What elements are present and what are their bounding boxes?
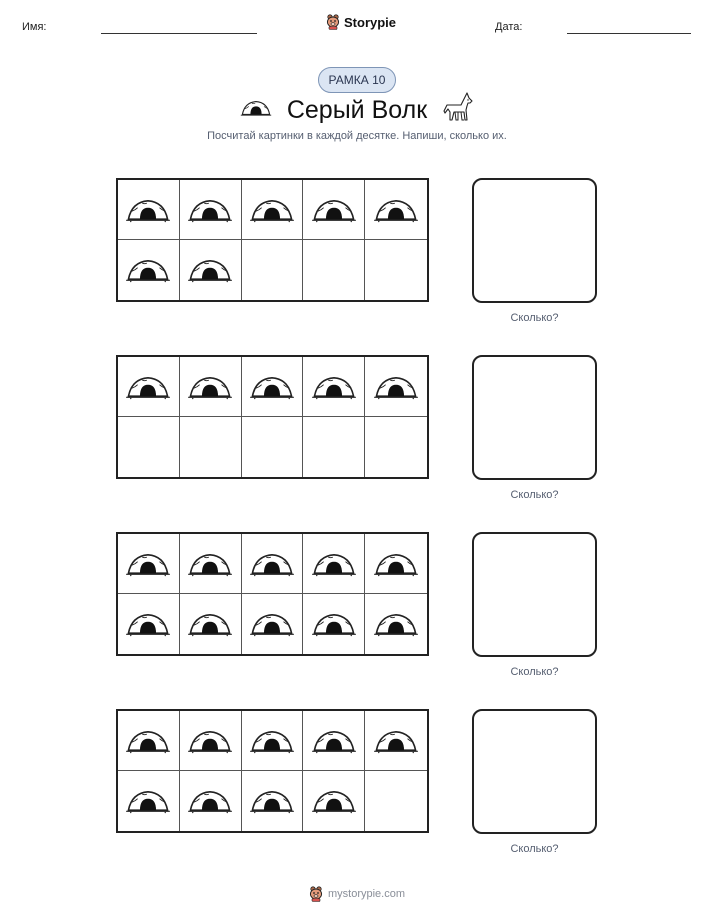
cave-icon [311, 374, 357, 400]
cave-icon [311, 611, 357, 637]
ten-frame [116, 532, 429, 656]
cave-icon [249, 611, 295, 637]
frame-cell [118, 711, 180, 771]
frame-cell [242, 357, 304, 417]
frame-cell [118, 417, 180, 477]
frame-cell [303, 180, 365, 240]
cave-icon [249, 728, 295, 754]
frame-cell [242, 534, 304, 594]
title-row [0, 95, 714, 125]
frame-cell [180, 594, 242, 654]
cave-icon [249, 374, 295, 400]
name-line[interactable] [101, 33, 257, 34]
ten-frame [116, 355, 429, 479]
brand-logo [326, 14, 396, 30]
cave-icon [125, 551, 171, 577]
frame-cell [242, 240, 304, 300]
cave-icon [373, 611, 419, 637]
footer-url: mystorypie.com [327, 888, 406, 900]
date-label: Дата: [495, 21, 523, 33]
answer-label: Сколько? [510, 843, 559, 855]
answer-label: Сколько? [510, 489, 559, 501]
cave-icon [311, 551, 357, 577]
instructions: Посчитай картинки в каждой десятке. Напиши, сколько их. [207, 130, 507, 142]
frame-cell [242, 180, 304, 240]
frame-type-badge: РАМКА 10 [318, 67, 396, 93]
frame-cell [365, 594, 427, 654]
frame-cell [242, 711, 304, 771]
cave-icon [187, 611, 233, 637]
cave-icon [249, 551, 295, 577]
frame-cell [365, 771, 427, 831]
cave-icon [187, 374, 233, 400]
frame-cell [118, 180, 180, 240]
cave-icon [187, 788, 233, 814]
cave-icon [373, 728, 419, 754]
frame-cell [365, 240, 427, 300]
name-label: Имя: [22, 21, 47, 33]
cave-icon [249, 197, 295, 223]
frame-cell [303, 594, 365, 654]
cave-icon [187, 197, 233, 223]
frame-cell [118, 357, 180, 417]
frame-cell [180, 711, 242, 771]
frame-cell [242, 594, 304, 654]
answer-label: Сколько? [510, 666, 559, 678]
cave-icon [125, 257, 171, 283]
frame-cell [303, 771, 365, 831]
cave-icon [249, 788, 295, 814]
footer-mascot-icon [309, 886, 323, 902]
cave-icon [187, 728, 233, 754]
cave-icon [311, 788, 357, 814]
frame-cell [180, 417, 242, 477]
cave-icon [125, 728, 171, 754]
frame-cell [303, 711, 365, 771]
frame-cell [303, 240, 365, 300]
frame-cell [365, 711, 427, 771]
footer [0, 886, 714, 902]
answer-box[interactable] [472, 178, 597, 303]
frame-cell [365, 180, 427, 240]
frame-cell [118, 594, 180, 654]
frame-cell [180, 180, 242, 240]
answer-box[interactable] [472, 532, 597, 657]
frame-cell [303, 357, 365, 417]
frame-cell [180, 771, 242, 831]
cave-icon [311, 728, 357, 754]
cave-icon [373, 197, 419, 223]
cave-icon [311, 197, 357, 223]
cave-icon [373, 374, 419, 400]
frame-cell [303, 417, 365, 477]
cave-icon [373, 551, 419, 577]
cave-icon [125, 788, 171, 814]
ten-frame [116, 709, 429, 833]
answer-box[interactable] [472, 355, 597, 480]
frame-cell [365, 357, 427, 417]
frame-cell [180, 534, 242, 594]
cave-icon [125, 611, 171, 637]
frame-cell [242, 417, 304, 477]
cave-icon [240, 99, 272, 117]
frame-cell [180, 240, 242, 300]
frame-cell [118, 240, 180, 300]
wolf-icon [441, 92, 475, 126]
cave-icon [187, 551, 233, 577]
cave-icon [187, 257, 233, 283]
cave-icon [125, 197, 171, 223]
brand-mascot-icon [326, 14, 340, 30]
frame-cell [118, 771, 180, 831]
brand-name: Storypie [344, 14, 397, 30]
date-line[interactable] [567, 33, 691, 34]
frame-cell [242, 771, 304, 831]
frame-cell [365, 417, 427, 477]
answer-box[interactable] [472, 709, 597, 834]
frame-cell [365, 534, 427, 594]
frame-cell [303, 534, 365, 594]
frame-cell [118, 534, 180, 594]
ten-frame [116, 178, 429, 302]
page-title: Серый Волк [286, 96, 428, 124]
cave-icon [125, 374, 171, 400]
frame-cell [180, 357, 242, 417]
answer-label: Сколько? [510, 312, 559, 324]
